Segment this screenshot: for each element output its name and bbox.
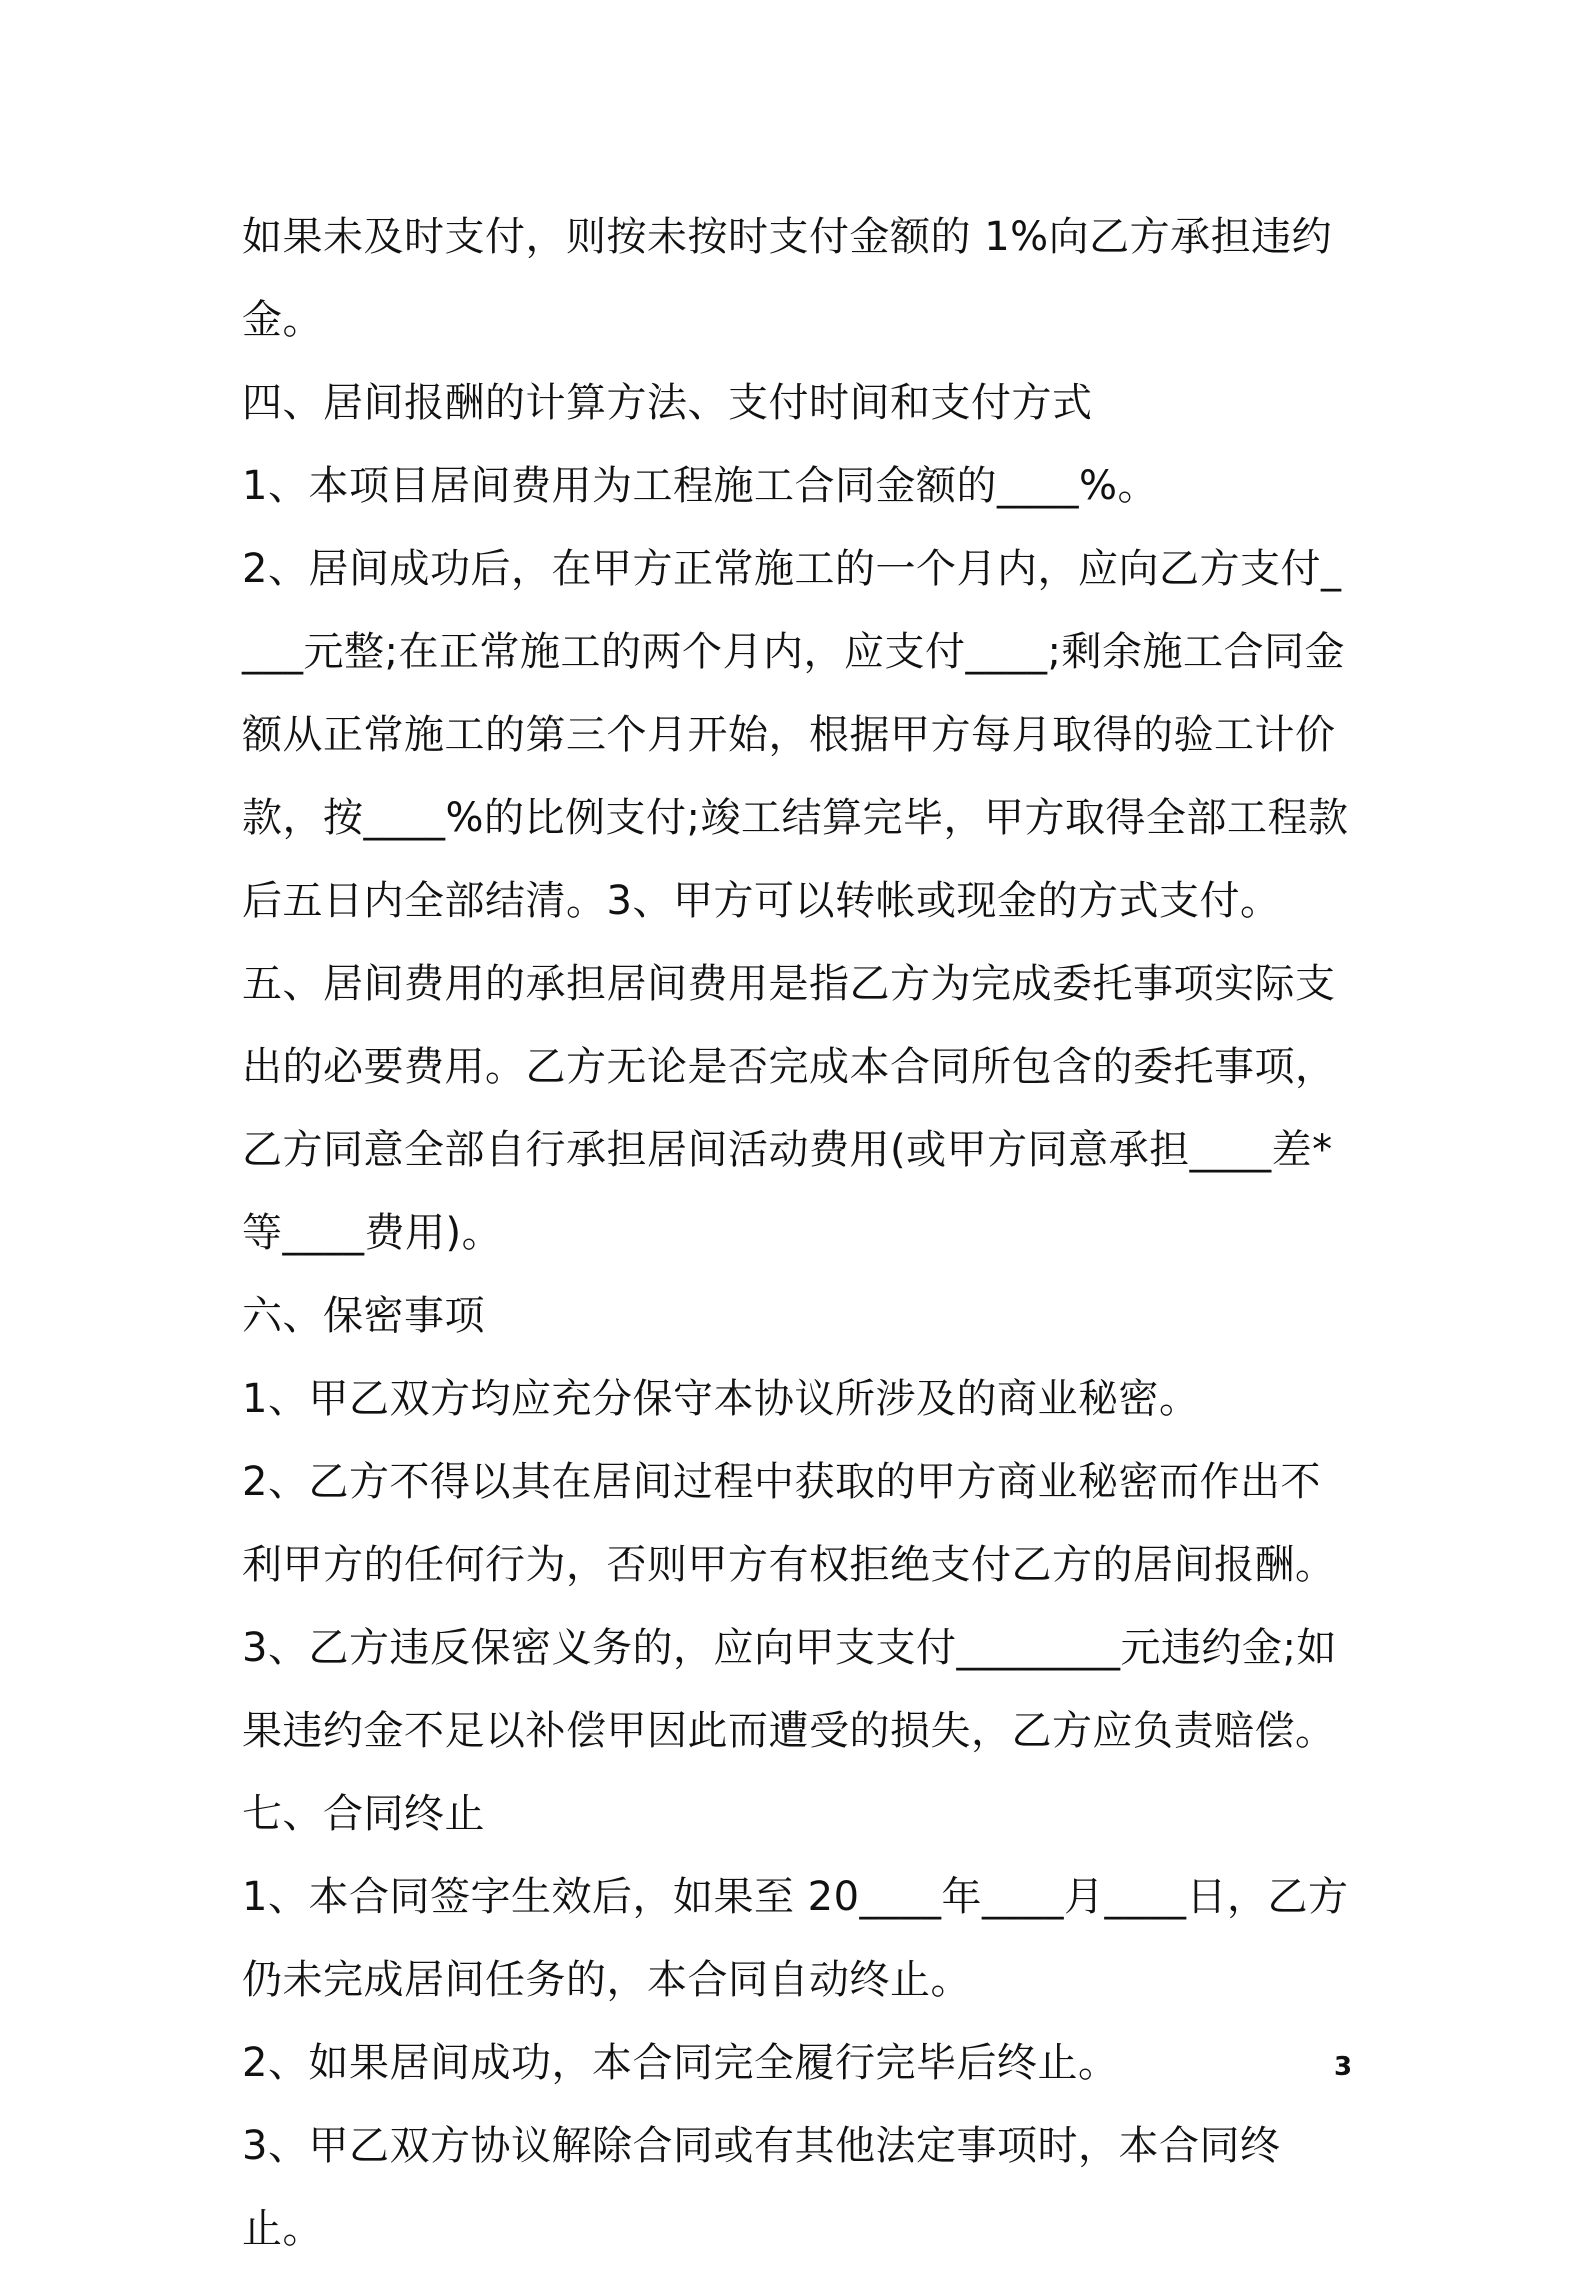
section-heading-expenses: 五、居间费用的承担居间费用是指乙方为完成委托事项实际支出的必要费用。乙方无论是否完成本合同所包含的委托事项，乙方同意全部自行承担居间活动费用(或甲方同意承担____差*等____费用)。 <box>242 961 1336 1256</box>
section-heading-compensation: 四、居间报酬的计算方法、支付时间和支付方式 <box>242 380 1093 426</box>
paragraph-confidentiality-3: 3、乙方违反保密义务的，应向甲支支付________元违约金;如果违约金不足以补偿甲因此而遭受的损失，乙方应负责赔偿。 <box>242 1625 1337 1754</box>
paragraph-termination-3: 3、甲乙双方协议解除合同或有其他法定事项时，本合同终止。 <box>242 2123 1281 2252</box>
paragraph-confidentiality-2: 2、乙方不得以其在居间过程中获取的甲方商业秘密而作出不利甲方的任何行为，否则甲方有权拒绝支付乙方的居间报酬。 <box>242 1459 1336 1588</box>
page-number: 3 <box>1334 2052 1353 2082</box>
paragraph-confidentiality-1: 1、甲乙双方均应充分保守本协议所涉及的商业秘密。 <box>242 1376 1200 1422</box>
paragraph-penalty-clause: 如果未及时支付，则按未按时支付金额的 1%向乙方承担违约金。 <box>242 214 1333 343</box>
paragraph-fee-percentage: 1、本项目居间费用为工程施工合同金额的____%。 <box>242 463 1158 509</box>
section-heading-confidentiality: 六、保密事项 <box>242 1293 485 1339</box>
paragraph-payment-schedule: 2、居间成功后，在甲方正常施工的一个月内，应向乙方支付____元整;在正常施工的两个月内，应支付____;剩余施工合同金额从正常施工的第三个月开始，根据甲方每月取得的验工计价款，按____%的比例支付;竣工结算完毕，甲方取得全部工程款后五日内全部结清。3、甲方可以转帐或现金的方式支付。 <box>242 546 1349 924</box>
paragraph-termination-2: 2、如果居间成功，本合同完全履行完毕后终止。 <box>242 2040 1119 2086</box>
document-body <box>242 196 1356 2271</box>
paragraph-termination-1: 1、本合同签字生效后，如果至 20____年____月____日，乙方仍未完成居间任务的，本合同自动终止。 <box>242 1874 1349 2003</box>
section-heading-termination: 七、合同终止 <box>242 1791 485 1837</box>
